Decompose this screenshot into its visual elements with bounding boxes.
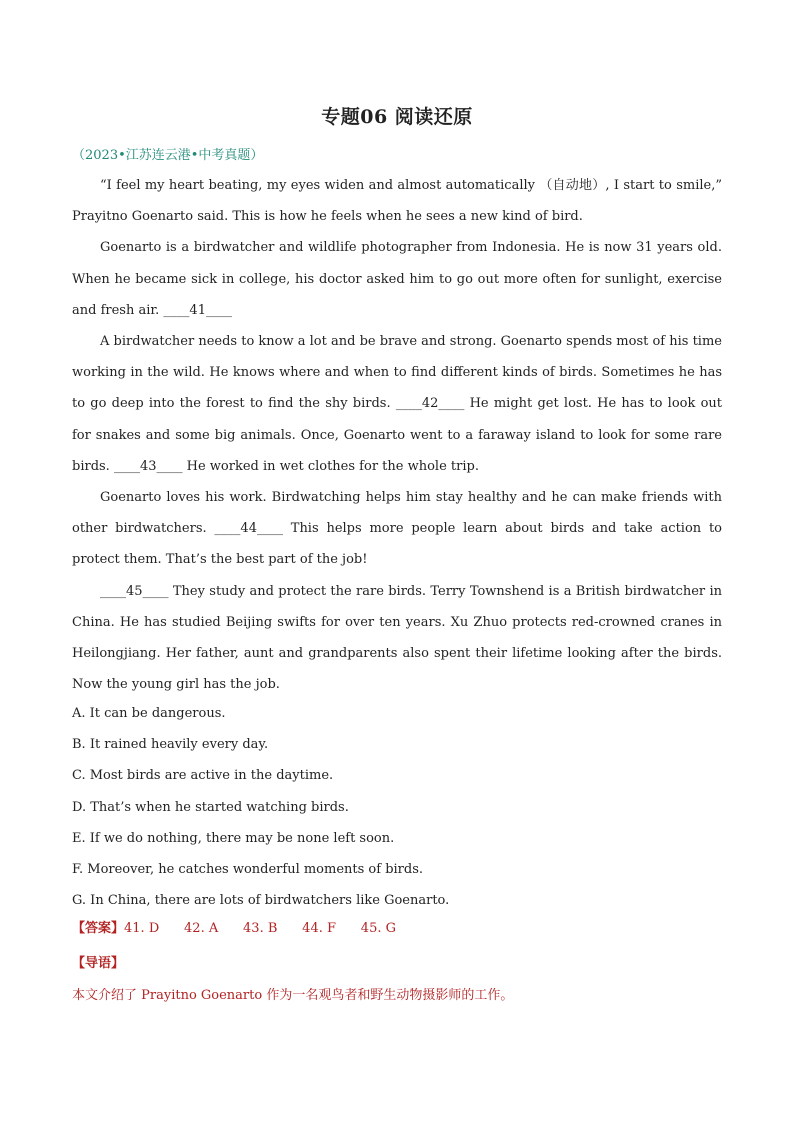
answer-label: 【答案】: [72, 921, 125, 936]
passage: [72, 170, 722, 700]
option-d: D. That’s when he started watching birds.: [72, 799, 349, 815]
option-a: A. It can be dangerous.: [72, 706, 226, 721]
guide-text: 本文介绍了 Prayitno Goenarto 作为一名观鸟者和野生动物摄影师的工作。: [72, 988, 514, 1003]
option-c: C. Most birds are active in the daytime.: [72, 768, 334, 784]
answer-line: [72, 917, 396, 936]
question-source: （2023•江苏连云港•中考真题）: [72, 148, 264, 163]
passage-paragraph-1: “I feel my heart beating, my eyes widen and almost automatically （自动地）, I start to smile,” Prayitno Goenarto said. This is how he feels when he sees a new kind of bird.: [72, 178, 722, 225]
passage-paragraph-2: Goenarto is a birdwatcher and wildlife photographer from Indonesia. He is now 31 years old. When he became sick in college, his doctor asked him to go out more often for sunlight, exercise and fresh air. ____41____: [72, 240, 722, 318]
document-title: 专题06 阅读还原: [321, 106, 473, 128]
answer-text: 41. D 42. A 43. B 44. F 45. G: [124, 921, 396, 936]
option-f: F. Moreover, he catches wonderful moments of birds.: [72, 862, 424, 878]
passage-paragraph-4: Goenarto loves his work. Birdwatching helps him stay healthy and he can make friends with other birdwatchers. ____44____ This helps more people learn about birds and take action to protect them. That’s the best part of the job!: [72, 490, 722, 568]
option-e: E. If we do nothing, there may be none left soon.: [72, 830, 395, 846]
passage-paragraph-5: ____45____ They study and protect the rare birds. Terry Townshend is a British birdwatcher in China. He has studied Beijing swifts for over ten years. Xu Zhuo protects red-crowned cranes in Heilongjiang. Her father, aunt and grandparents also spent their lifetime looking after the birds. Now the young girl has the job.: [72, 583, 722, 693]
guide-label: 【导语】: [72, 956, 125, 971]
passage-paragraph-3: A birdwatcher needs to know a lot and be brave and strong. Goenarto spends most of his time working in the wild. He knows where and when to find different kinds of birds. Sometimes he has to go deep into the forest to find the shy birds. ____42____ He might get lost. He has to look out for snakes and some big animals. Once, Goenarto went to a faraway island to look for some rare birds. ____43____ He worked in wet clothes for the whole trip.: [72, 334, 722, 474]
option-g: G. In China, there are lots of birdwatchers like Goenarto.: [72, 893, 450, 909]
option-b: B. It rained heavily every day.: [72, 737, 269, 753]
answer-options: [72, 698, 722, 916]
